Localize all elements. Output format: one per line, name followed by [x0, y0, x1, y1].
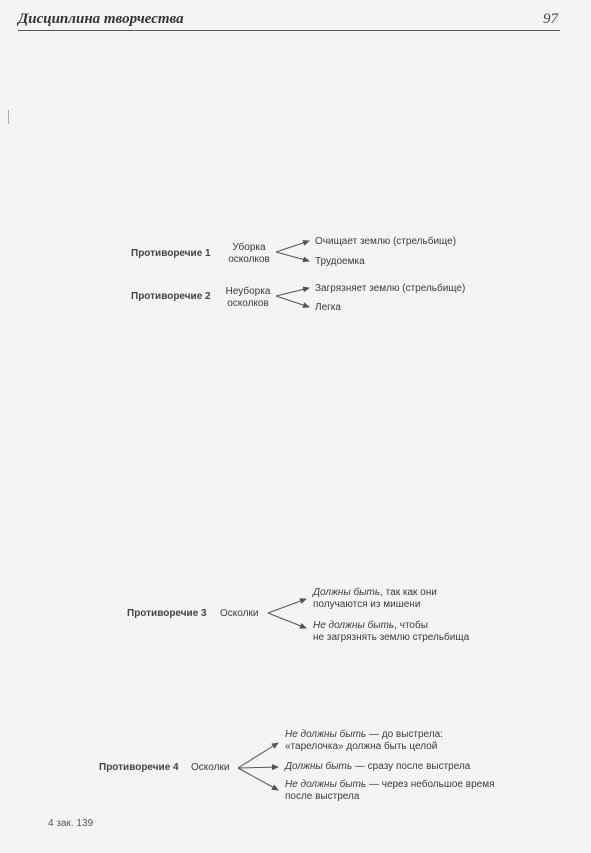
contradiction-4-outcome-3: Не должны быть — через небольшое время после выстрела	[285, 779, 495, 802]
contradiction-1-label: Противоречие 1	[131, 248, 211, 259]
arrow	[238, 767, 278, 768]
arrow	[276, 252, 309, 261]
contradiction-3-outcome-1: Должны быть, так как они получаются из мишени	[313, 587, 437, 610]
contradiction-2-subject: Неуборка осколков	[225, 286, 271, 309]
contradiction-1-outcome-2: Трудоемка	[315, 256, 365, 267]
arrow	[276, 241, 309, 252]
arrow	[238, 743, 278, 768]
arrow	[268, 599, 306, 613]
contradiction-2-label: Противоречие 2	[131, 291, 211, 302]
contradiction-4-label: Противоречие 4	[99, 762, 179, 773]
contradiction-2-outcome-2: Легка	[315, 302, 341, 313]
contradiction-4-outcome-1: Не должны быть — до выстрела: «тарелочка» должна быть целой	[285, 729, 443, 752]
contradiction-1-subject: Уборка осколков	[228, 242, 270, 265]
contradiction-2-outcome-1: Загрязняет землю (стрельбище)	[315, 283, 466, 294]
contradiction-3-label: Противоречие 3	[127, 608, 207, 619]
chapter-title: Дисциплина творчества	[18, 11, 184, 27]
arrow	[238, 768, 278, 790]
contradiction-3-subject: Осколки	[220, 608, 259, 619]
arrow	[268, 613, 306, 628]
arrow	[276, 288, 309, 296]
contradiction-3-outcome-2: Не должны быть, чтобы не загрязнять землю стрельбища	[313, 620, 470, 643]
arrow	[276, 296, 309, 307]
contradiction-4-outcome-2: Должны быть — сразу после выстрела	[285, 761, 471, 772]
contradiction-4-subject: Осколки	[191, 762, 230, 773]
page-number: 97	[543, 11, 558, 27]
printing-mark: 4 зак. 139	[48, 818, 94, 829]
contradiction-1-outcome-1: Очищает землю (стрельбище)	[315, 236, 457, 247]
